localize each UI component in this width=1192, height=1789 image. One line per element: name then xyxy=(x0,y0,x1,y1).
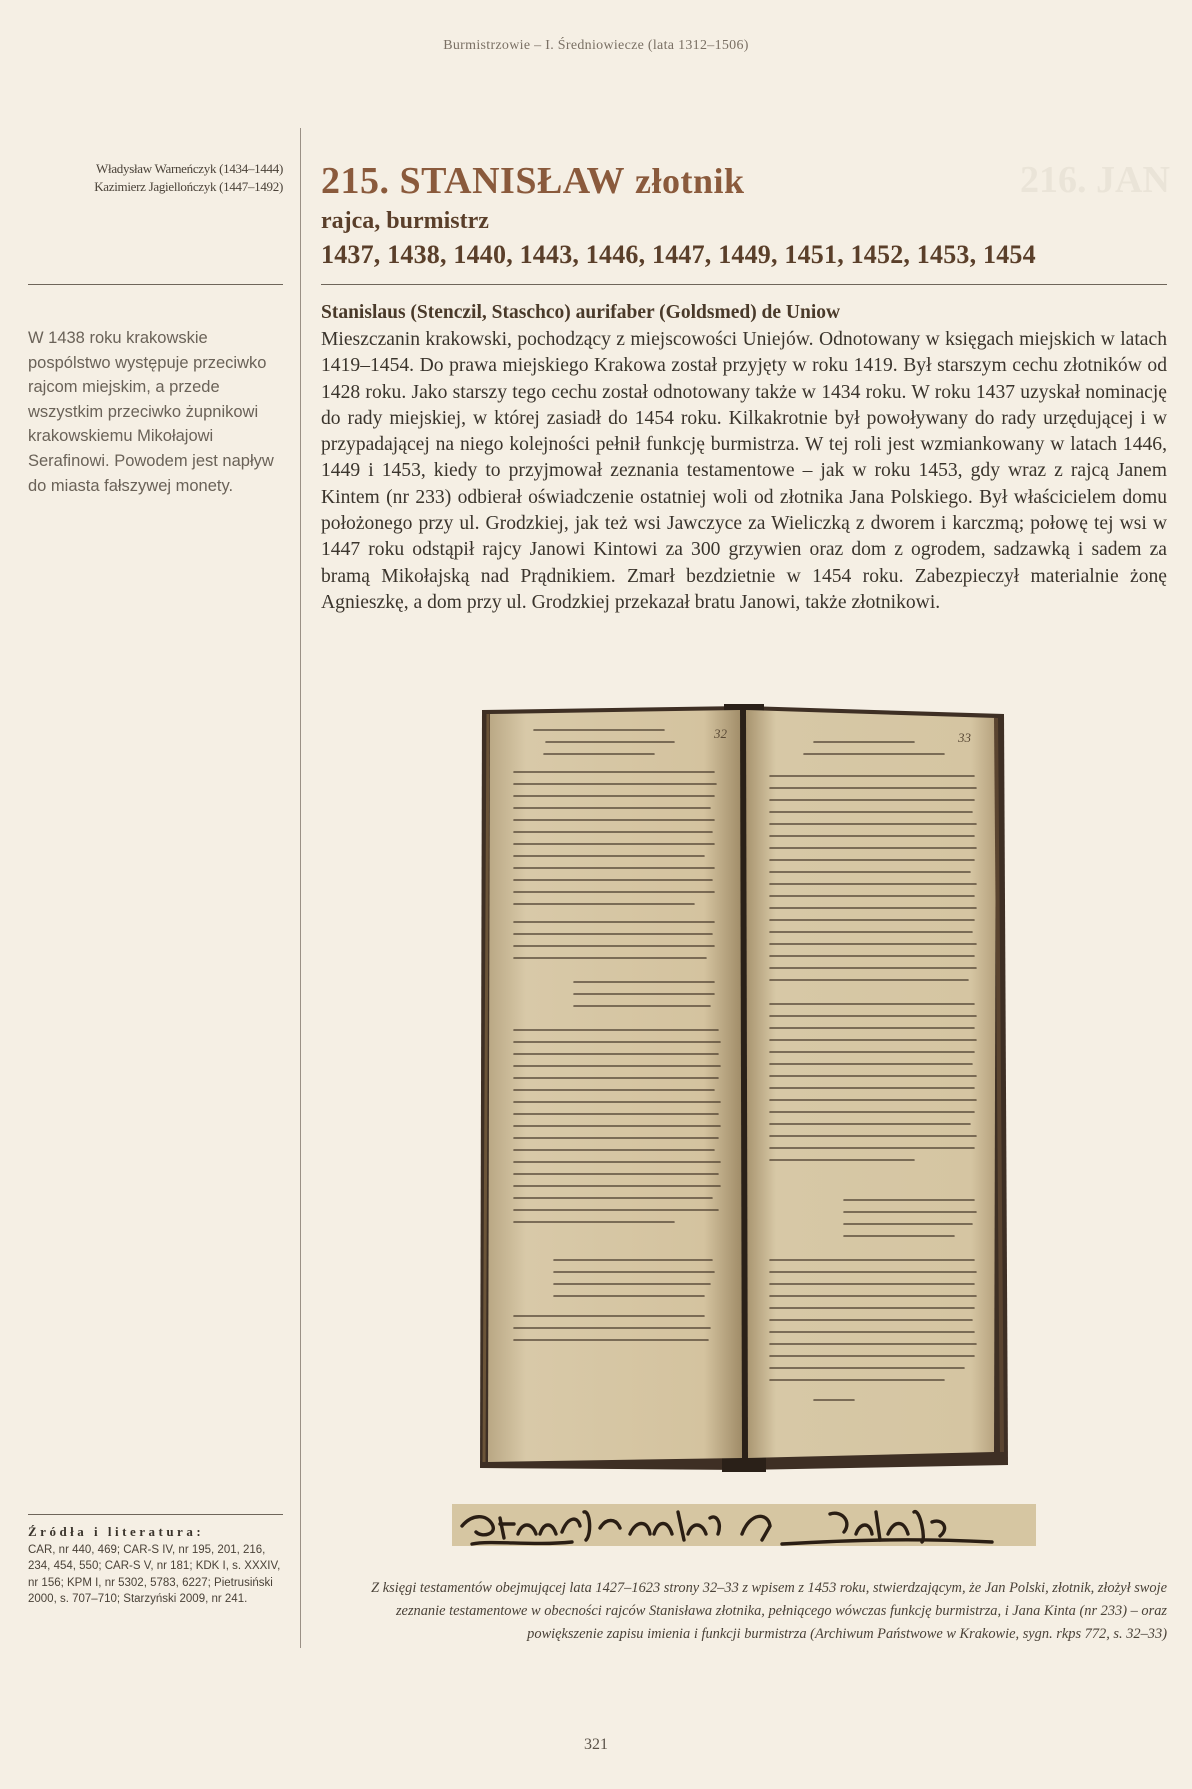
show-through: 216. JAN xyxy=(1020,159,1170,201)
running-head: Burmistrzowie – I. Średniowiecze (lata 1312–1506) xyxy=(443,38,749,53)
latin-name: Stanislaus (Stenczil, Staschco) aurifaber (Goldsmed) de Uniow xyxy=(321,302,841,323)
entry-trade: złotnik xyxy=(635,161,745,201)
enlarged-signature-strip xyxy=(452,1504,1036,1546)
sources-block xyxy=(28,1524,285,1608)
entry-offices: rajca, burmistrz xyxy=(321,208,489,234)
entry-name: STANISŁAW xyxy=(399,160,626,202)
manuscript-image xyxy=(474,700,1012,1475)
right-folio xyxy=(746,710,996,1458)
left-page-number: 32 xyxy=(714,726,727,741)
figure-caption: Z księgi testamentów obejmującej lata 1427–1623 strony 32–33 z wpisem z 1453 roku, stwierdzającym, że Jan Polski, złotnik, złożył swoje zeznanie testamentowe w obecności rajców Stanisława złotnika, pełniącego wówczas funkcję burmistrza, i Jana Kinta (nr 233) – oraz powiększenie zapisu imienia i funkcji burmistrza (Archiwum Państwowe w Krakowie, sygn. rkps 772, s. 32–33) xyxy=(371,1580,1167,1642)
entry-divider xyxy=(321,284,1167,285)
left-divider xyxy=(28,284,283,285)
biography: Mieszczanin krakowski, pochodzący z miejscowości Uniejów. Odnotowany w księgach miejskich w latach 1419–1454. Do prawa miejskiego Krakowa został przyjęty w roku 1419. Był starszym cechu złotników od 1428 roku. Jako starszy tego cechu został odnotowany także w 1434 roku. W roku 1437 uzyskał nominację do rady miejskiej, w której zasiadł do 1454 roku. Kilkakrotnie był powoływany do rady urzędującej i w przypadającej na niego kolejności pełnił funkcję burmistrza. W tej roli jest wzmiankowany w latach 1446, 1449 i 1453, kiedy to przyjmował zeznania testamentowe – jak w roku 1453, gdy wraz z rajcą Janem Kintem (nr 233) odbierał oświadczenie ostatniej woli od złotnika Jana Polskiego. Był właścicielem domu położonego przy ul. Grodzkiej, jak też wsi Jawczyce za Wieliczką z dworem i karczmą; połowę tej wsi w 1447 roku odstąpił rajcy Janowi Kintowi za 300 grzywien oraz dom z ogrodem, sadzawką i sadem za bramą Mikołajską nad Prądnikiem. Zmarł bezdzietnie w 1454 roku. Zabezpieczył materialnie żonę Agnieszkę, a dom przy ul. Grodzkiej przekazał bratu Janowi, także złotnikowi. xyxy=(321,329,1167,613)
sources-text: CAR, nr 440, 469; CAR-S IV, nr 195, 201, 216, 234, 454, 550; CAR-S V, nr 181; KDK I, s. XXXIV, nr 156; KPM I, nr 5302, 5783, 6227; Pietrusiński 2000, s. 707–710; Starzyński 2009, nr 241. xyxy=(28,1543,281,1606)
column-divider xyxy=(300,128,301,1648)
sidebar-note: W 1438 roku krakowskie pospólstwo występuje przeciwko rajcom miejskim, a przede wszystkim przeciwko żupnikowi krakowskiemu Mikołajowi Serafinowi. Powodem jest napływ do miasta fałszywej monety. xyxy=(28,329,274,495)
sources-heading: Źródła i literatura: xyxy=(28,1524,205,1539)
sources-divider xyxy=(28,1514,283,1515)
page-number: 321 xyxy=(584,1736,608,1753)
ruler-line: Kazimierz Jagiellończyk (1447–1492) xyxy=(94,179,283,194)
ruler-line: Władysław Warneńczyk (1434–1444) xyxy=(96,161,283,176)
rulers-block xyxy=(28,160,283,196)
right-page-number: 33 xyxy=(958,730,971,745)
entry-years: 1437, 1438, 1440, 1443, 1446, 1447, 1449, 1451, 1452, 1453, 1454 xyxy=(321,240,1036,269)
left-folio xyxy=(488,710,742,1462)
entry-title xyxy=(321,158,745,204)
entry-number: 215. xyxy=(321,160,390,202)
